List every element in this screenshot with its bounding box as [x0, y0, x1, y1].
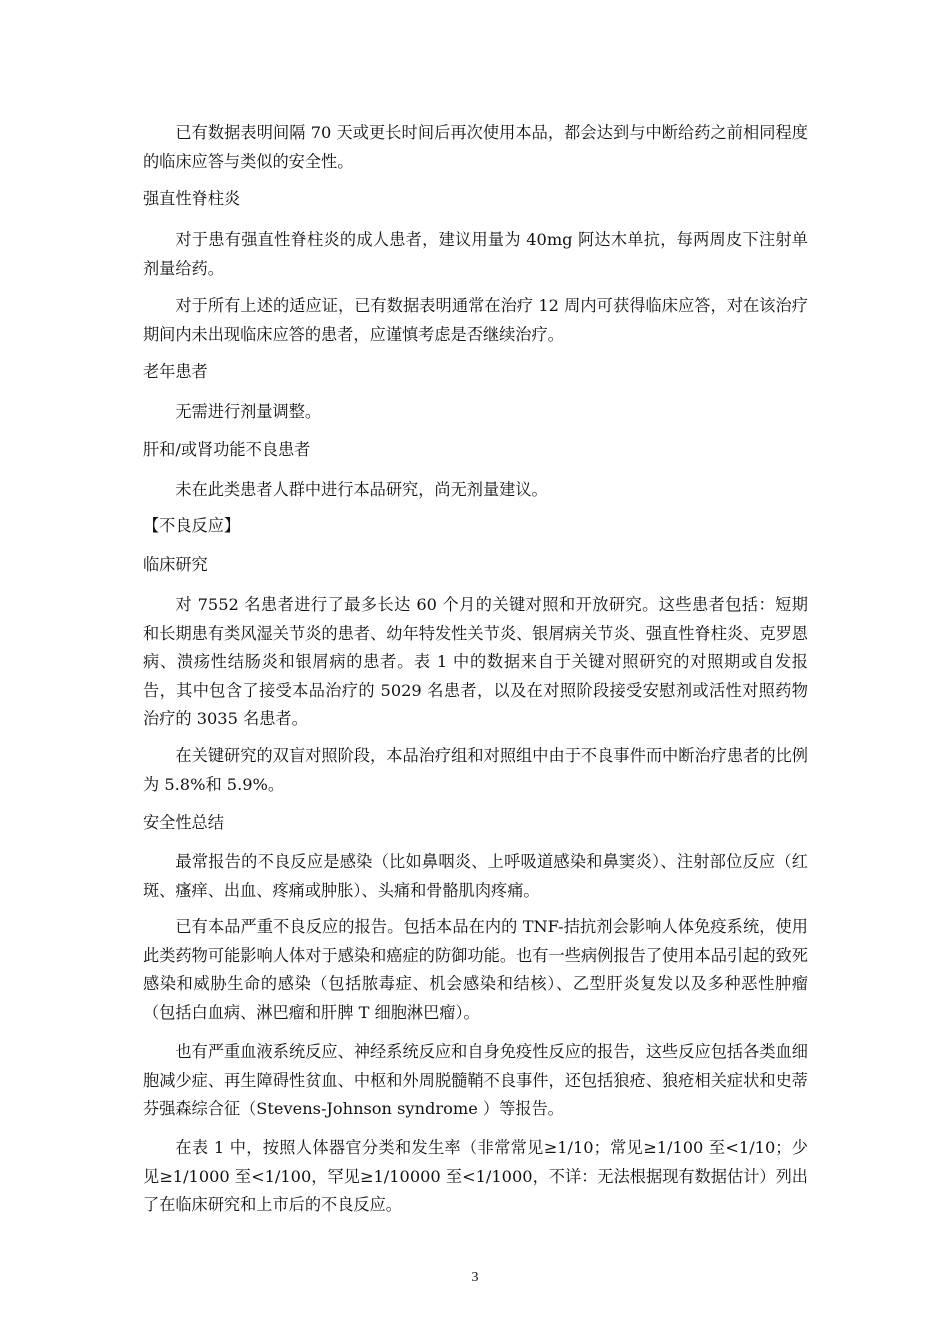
paragraph-frequency-table: 在表 1 中，按照人体器官分类和发生率（非常常见≥1/10；常见≥1/100 至<1/10；少见≥1/1000 至<1/100，罕见≥1/10000 至<1/1000，不详：无法根据现有数据估计）列出了在临床研究和上市后的不良反应。: [143, 1138, 808, 1214]
heading-ankylosing-spondylitis: 强直性脊柱炎: [143, 189, 241, 208]
paragraph-serious-reactions: 已有本品严重不良反应的报告。包括本品在内的 TNF-拮抗剂会影响人体免疫系统，使用此类药物可能影响人体对于感染和癌症的防御功能。也有一些病例报告了使用本品引起的致死感染和威胁生命的感染（包括脓毒症、机会感染和结核）、乙型肝炎复发以及多种恶性肿瘤（包括白血病、淋巴瘤和肝脾 T 细胞淋巴瘤）。: [143, 917, 808, 1022]
paragraph-retreatment: 已有数据表明间隔 70 天或更长时间后再次使用本品，都会达到与中断给药之前相同程度的临床应答与类似的安全性。: [143, 123, 808, 171]
heading-hepatic-renal: 肝和/或肾功能不良患者: [143, 440, 311, 459]
paragraph-as-dose: 对于患有强直性脊柱炎的成人患者，建议用量为 40mg 阿达木单抗，每两周皮下注射单剂量给药。: [143, 230, 808, 278]
paragraph-hematologic-reactions: 也有严重血液系统反应、神经系统反应和自身免疫性反应的报告，这些反应包括各类血细胞减少症、再生障碍性贫血、中枢和外周脱髓鞘不良事件，还包括狼疮、狼疮相关症状和史蒂芬强森综合征（Stevens-Johnson syndrome ）等报告。: [143, 1042, 808, 1118]
paragraph-elderly: 无需进行剂量调整。: [175, 402, 322, 421]
paragraph-clinical-studies: 对 7552 名患者进行了最多长达 60 个月的关键对照和开放研究。这些患者包括：短期和长期患有类风湿关节炎的患者、幼年特发性关节炎、银屑病关节炎、强直性脊柱炎、克罗恩病、溃疡性结肠炎和银屑病的患者。表 1 中的数据来自于关键对照研究的对照期或自发报告，其中包含了接受本品治疗的 5029 名患者，以及在对照阶段接受安慰剂或活性对照药物治疗的 3035 名患者。: [143, 595, 808, 728]
section-title-adverse-reactions: 【不良反应】: [143, 516, 241, 535]
heading-safety-summary: 安全性总结: [143, 813, 224, 832]
paragraph-response-12-weeks: 对于所有上述的适应证，已有数据表明通常在治疗 12 周内可获得临床应答，对在该治疗期间内未出现临床应答的患者，应谨慎考虑是否继续治疗。: [143, 296, 808, 344]
paragraph-discontinuation: 在关键研究的双盲对照阶段，本品治疗组和对照组中由于不良事件而中断治疗患者的比例为 5.8%和 5.9%。: [143, 746, 808, 794]
heading-elderly-patients: 老年患者: [143, 362, 208, 381]
heading-clinical-studies: 临床研究: [143, 555, 208, 574]
paragraph-hepatic-renal: 未在此类患者人群中进行本品研究，尚无剂量建议。: [175, 480, 548, 499]
page-number: 3: [471, 1270, 479, 1285]
paragraph-common-reactions: 最常报告的不良反应是感染（比如鼻咽炎、上呼吸道感染和鼻窦炎）、注射部位反应（红斑、瘙痒、出血、疼痛或肿胀）、头痛和骨骼肌肉疼痛。: [143, 852, 808, 900]
